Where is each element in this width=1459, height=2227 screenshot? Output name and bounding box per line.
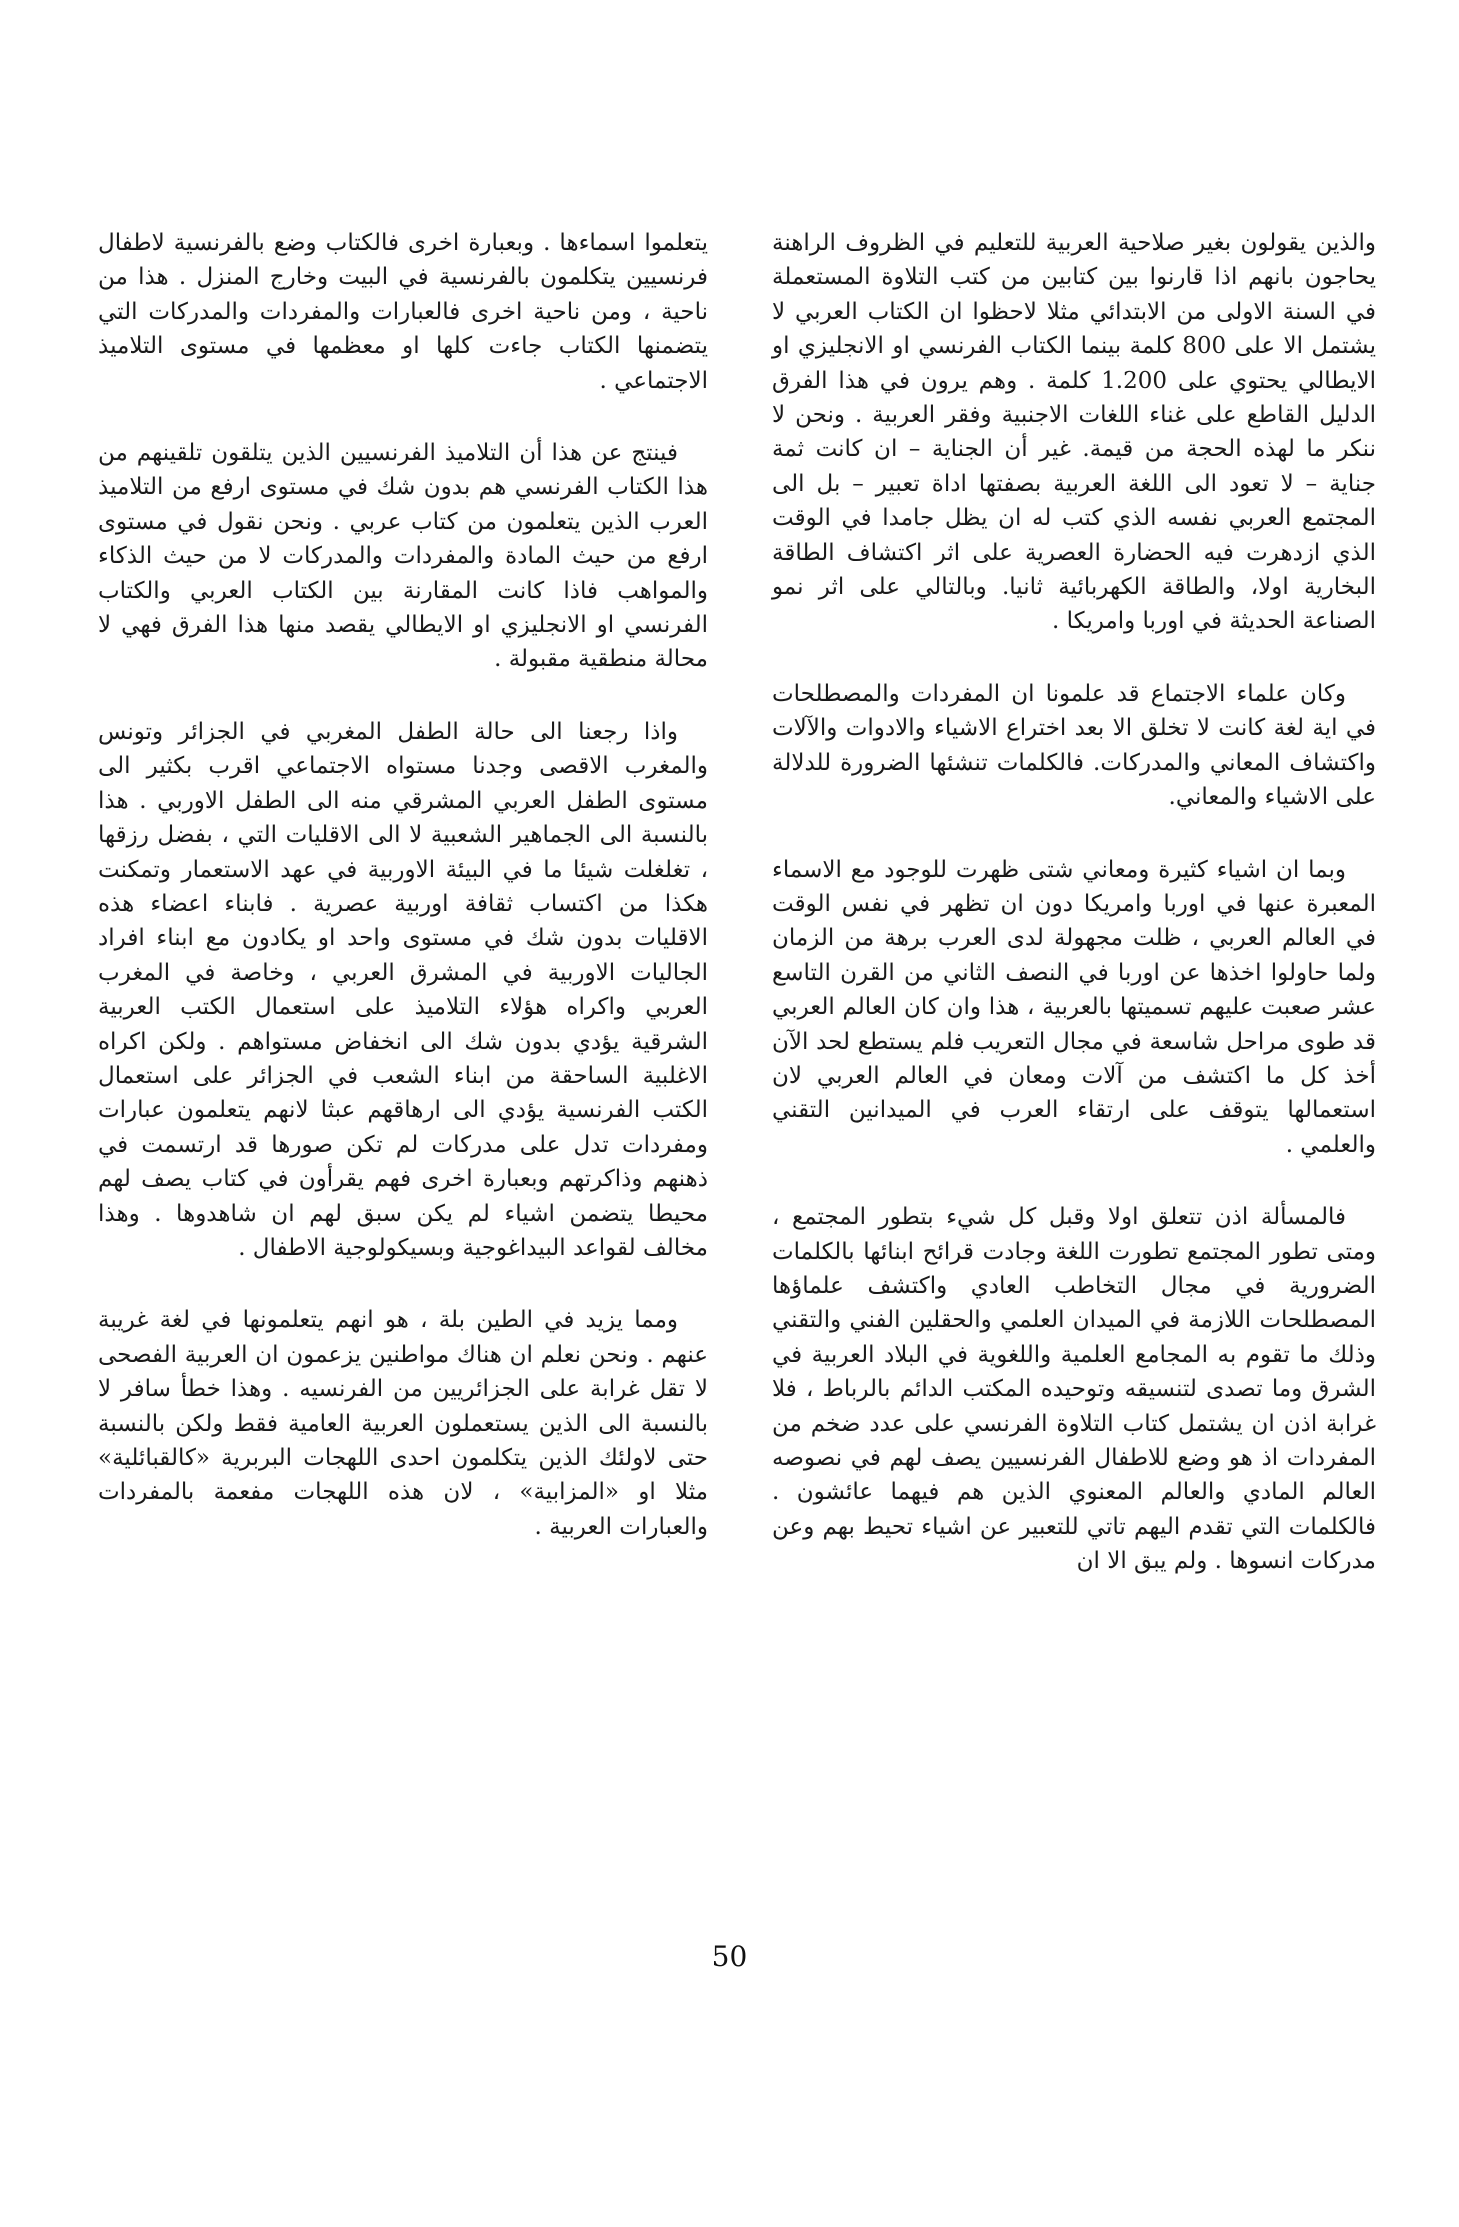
paragraph: وكان علماء الاجتماع قد علمونا ان المفردات والمصطلحات في اية لغة كانت لا تخلق الا بعد اختراع الاشياء والادوات والآلات واكتشاف المعاني والمدركات. فالكلمات تنشئها الضرورة للدلالة على الاشياء والمعاني. xyxy=(772,680,1377,811)
paragraph: ومما يزيد في الطين بلة ، هو انهم يتعلمونها في لغة غريبة عنهم . ونحن نعلم ان هناك مواطنين يزعمون ان العربية الفصحى لا تقل غرابة على الجزائريين من الفرنسيه . وهذا خطأ سافر لا بالنسبة الى الذين يستعملون العربية العامية فقط ولكن بالنسبة حتى لاولئك الذين يتكلمون احدى اللهجات البربرية «كالقبائلية» مثلا او «المزابية» ، لان هذه اللهجات مفعمة بالمفردات والعبارات العربية . xyxy=(98,1307,708,1540)
paragraph: فينتج عن هذا أن التلاميذ الفرنسيين الذين يتلقون تلقينهم من هذا الكتاب الفرنسي هم بدون شك في مستوى ارفع من التلاميذ العرب الذين يتعلمون من كتاب عربي . ونحن نقول في مستوى ارفع من حيث المادة والمفردات والمدركات لا من حيث الذكاء والمواهب فاذا كانت المقارنة بين الكتاب العربي والكتاب الفرنسي او الانجليزي او الايطالي يقصد منها هذا الفرق فهي لا محالة منطقية مقبولة . xyxy=(98,440,708,673)
right-text-column xyxy=(772,226,1376,1617)
paragraph: وبما ان اشياء كثيرة ومعاني شتى ظهرت للوجود مع الاسماء المعبرة عنها في اوربا وامريكا دون ان تظهر في نفس الوقت في العالم العربي ، ظلت مجهولة لدى العرب برهة من الزمان ولما حاولوا اخذها عن اوربا في النصف الثاني من القرن التاسع عشر صعبت عليهم تسميتها بالعربية ، هذا وان كان العالم العربي قد طوى مراحل شاسعة في مجال التعريب فلم يستطع لحد الآن أخذ كل ما اكتشف من آلات ومعان في العالم العربي لان استعمالها يتوقف على ارتقاء العرب في الميدانين التقني والعلمي . xyxy=(772,856,1376,1158)
page-number: 50 xyxy=(711,1940,748,1973)
left-text-column xyxy=(98,226,708,1582)
paragraph: يتعلموا اسماءها . وبعبارة اخرى فالكتاب وضع بالفرنسية لاطفال فرنسيين يتكلمون بالفرنسية في البيت وخارج المنزل . هذا من ناحية ، ومن ناحية اخرى فالعبارات والمفردات والمدركات التي يتضمنها الكتاب جاءت كلها او معظمها في مستوى التلاميذ الاجتماعي . xyxy=(98,230,708,394)
paragraph: والذين يقولون بغير صلاحية العربية للتعليم في الظروف الراهنة يحاجون بانهم اذا قارنوا بين كتابين من كتب التلاوة المستعملة في السنة الاولى من الابتدائي مثلا لاحظوا ان الكتاب العربي لا يشتمل الا على 800 كلمة بينما الكتاب الفرنسي او الانجليزي او الايطالي يحتوي على 1.200 كلمة . وهم يرون في هذا الفرق الدليل القاطع على غناء اللغات الاجنبية وفقر العربية . ونحن لا ننكر ما لهذه الحجة من قيمة. غير أن الجناية – ان كانت ثمة جناية – لا تعود الى اللغة العربية بصفتها اداة تعبير – بل الى المجتمع العربي نفسه الذي كتب له ان يظل جامدا في الوقت الذي ازدهرت فيه الحضارة العصرية على اثر اكتشاف الطاقة البخارية اولا، والطاقة الكهربائية ثانيا. وبالتالي على اثر نمو الصناعة الحديثة في اوربا وامريكا . xyxy=(772,230,1376,635)
paragraph: واذا رجعنا الى حالة الطفل المغربي في الجزائر وتونس والمغرب الاقصى وجدنا مستواه الاجتماعي اقرب بكثير الى مستوى الطفل العربي المشرقي منه الى الطفل الاوربي . هذا بالنسبة الى الجماهير الشعبية لا الى الاقليات التي ، بفضل رزقها ، تغلغلت شيئا ما في البيئة الاوربية في عهد الاستعمار وتمكنت هكذا من اكتساب ثقافة اوربية عصرية . فابناء اعضاء هذه الاقليات بدون شك في مستوى واحد او يكادون مع ابناء افراد الجاليات الاوربية في المشرق العربي ، وخاصة في المغرب العربي واكراه هؤلاء التلاميذ على استعمال الكتب العربية الشرقية يؤدي بدون شك الى انخفاض مستواهم . ولكن اكراه الاغلبية الساحقة من ابناء الشعب في الجزائر على استعمال الكتب الفرنسية يؤدي الى ارهاقهم عبثا لانهم يتعلمون عبارات ومفردات تدل على مدركات لم تكن صورها قد ارتسمت في ذهنهم وذاكرتهم وبعبارة اخرى فهم يقرأون في كتاب يصف لهم محيطا يتضمن اشياء لم يكن سبق لهم ان شاهدوها . وهذا مخالف لقواعد البيداغوجية وبسيكولوجية الاطفال . xyxy=(98,718,708,1261)
paragraph: فالمسألة اذن تتعلق اولا وقبل كل شيء بتطور المجتمع ، ومتى تطور المجتمع تطورت اللغة وجادت قرائح ابنائها بالكلمات الضرورية في مجال التخاطب العادي واكتشف علماؤها المصطلحات اللازمة في الميدان العلمي والحقلين الفني والتقني وذلك ما تقوم به المجامع العلمية واللغوية في البلاد العربية في الشرق وما تصدى لتنسيقه وتوحيده المكتب الدائم بالرباط ، فلا غرابة اذن ان يشتمل كتاب التلاوة الفرنسي على عدد ضخم من المفردات اذ هو وضع للاطفال الفرنسيين يصف لهم في نصوصه العالم المادي والعالم المعنوي الذين هم فيهما عائشون . فالكلمات التي تقدم اليهم تاتي للتعبير عن اشياء تحيط بهم وعن مدركات انسوها . ولم يبق الا ان xyxy=(772,1204,1376,1575)
